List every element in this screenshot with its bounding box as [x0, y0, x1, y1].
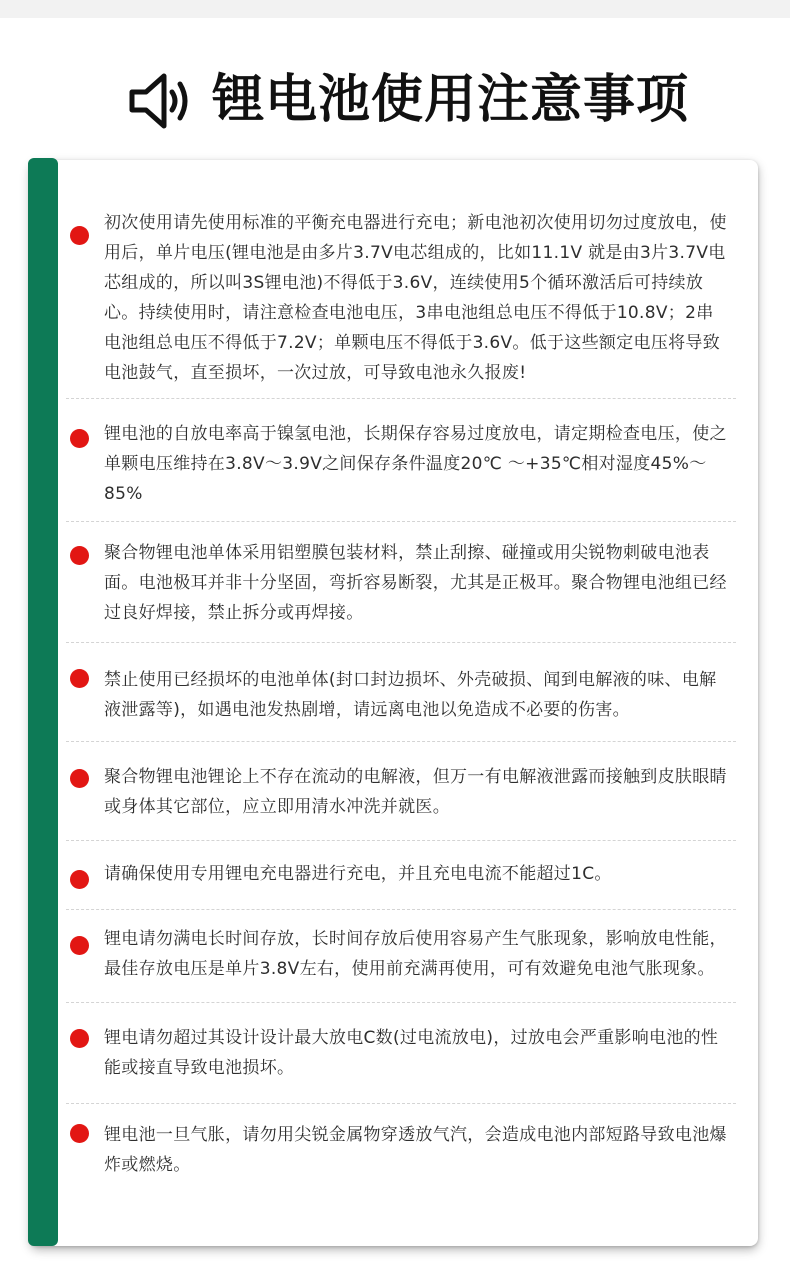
- note-text: 锂电池一旦气胀，请勿用尖锐金属物穿透放气汽，会造成电池内部短路导致电池爆炸或燃烧。: [104, 1125, 727, 1175]
- note-item: [66, 399, 736, 522]
- bullet-dot-icon: [70, 870, 89, 889]
- note-text: 聚合物锂电池锂论上不存在流动的电解液，但万一有电解液泄露而接触到皮肤眼睛或身体其它部位，应立即用清水冲洗并就医。: [104, 767, 727, 817]
- note-item: [66, 1104, 736, 1190]
- note-text: 禁止使用已经损坏的电池单体(封口封边损坏、外壳破损、闻到电解液的味、电解液泄露等)，如遇电池发热剧增，请远离电池以免造成不必要的伤害。: [104, 670, 717, 720]
- page-title: 锂电池使用注意事项: [212, 70, 690, 130]
- bullet-dot-icon: [70, 1124, 89, 1143]
- bullet-dot-icon: [70, 669, 89, 688]
- note-text: 请确保使用专用锂电充电器进行充电，并且充电电流不能超过1C。: [104, 864, 612, 884]
- page-header: [0, 60, 790, 140]
- note-item: [66, 841, 736, 910]
- note-text: 聚合物锂电池单体采用铝塑膜包装材料，禁止刮擦、碰撞或用尖锐物刺破电池表面。电池极耳并非十分坚固，弯折容易断裂，尤其是正极耳。聚合物锂电池组已经过良好焊接，禁止拆分或再焊接。: [104, 543, 727, 623]
- note-item: [66, 742, 736, 841]
- speaker-icon: [128, 68, 194, 134]
- bullet-dot-icon: [70, 429, 89, 448]
- accent-bar: [28, 158, 58, 1246]
- top-strip: [0, 0, 790, 18]
- note-item: [66, 1003, 736, 1104]
- note-text: 锂电请勿满电长时间存放，长时间存放后使用容易产生气胀现象，影响放电性能，最佳存放电压是单片3.8V左右，使用前充满再使用，可有效避免电池气胀现象。: [104, 929, 727, 979]
- bullet-dot-icon: [70, 936, 89, 955]
- bullet-dot-icon: [70, 1029, 89, 1048]
- note-text: 锂电池的自放电率高于镍氢电池，长期保存容易过度放电，请定期检查电压，使之单颗电压维持在3.8V～3.9V之间保存条件温度20℃ ～+35℃相对湿度45%～85%: [104, 424, 727, 504]
- notes-list: [66, 208, 736, 1190]
- note-item: [66, 208, 736, 399]
- bullet-dot-icon: [70, 769, 89, 788]
- note-item: [66, 910, 736, 1003]
- note-item: [66, 522, 736, 643]
- bullet-dot-icon: [70, 546, 89, 565]
- bullet-dot-icon: [70, 226, 89, 245]
- note-item: [66, 643, 736, 742]
- note-text: 锂电请勿超过其设计设计最大放电C数(过电流放电)，过放电会严重影响电池的性能或接直导致电池损坏。: [104, 1028, 719, 1078]
- note-text: 初次使用请先使用标准的平衡充电器进行充电；新电池初次使用切勿过度放电，使用后，单片电压(锂电池是由多片3.7V电芯组成的，比如11.1V 就是由3片3.7V电芯组成的，所以叫3S锂电池)不得低于3.6V，连续使用5个循环激活后可持续放心。持续使用时，请注意检查电池电压，3串电池组总电压不得低于10.8V；2串电池组总电压不得低于7.2V；单颗电压不得低于3.6V。低于这些额定电压将导致电池鼓气，直至损坏，一次过放，可导致电池永久报废!: [104, 213, 727, 383]
